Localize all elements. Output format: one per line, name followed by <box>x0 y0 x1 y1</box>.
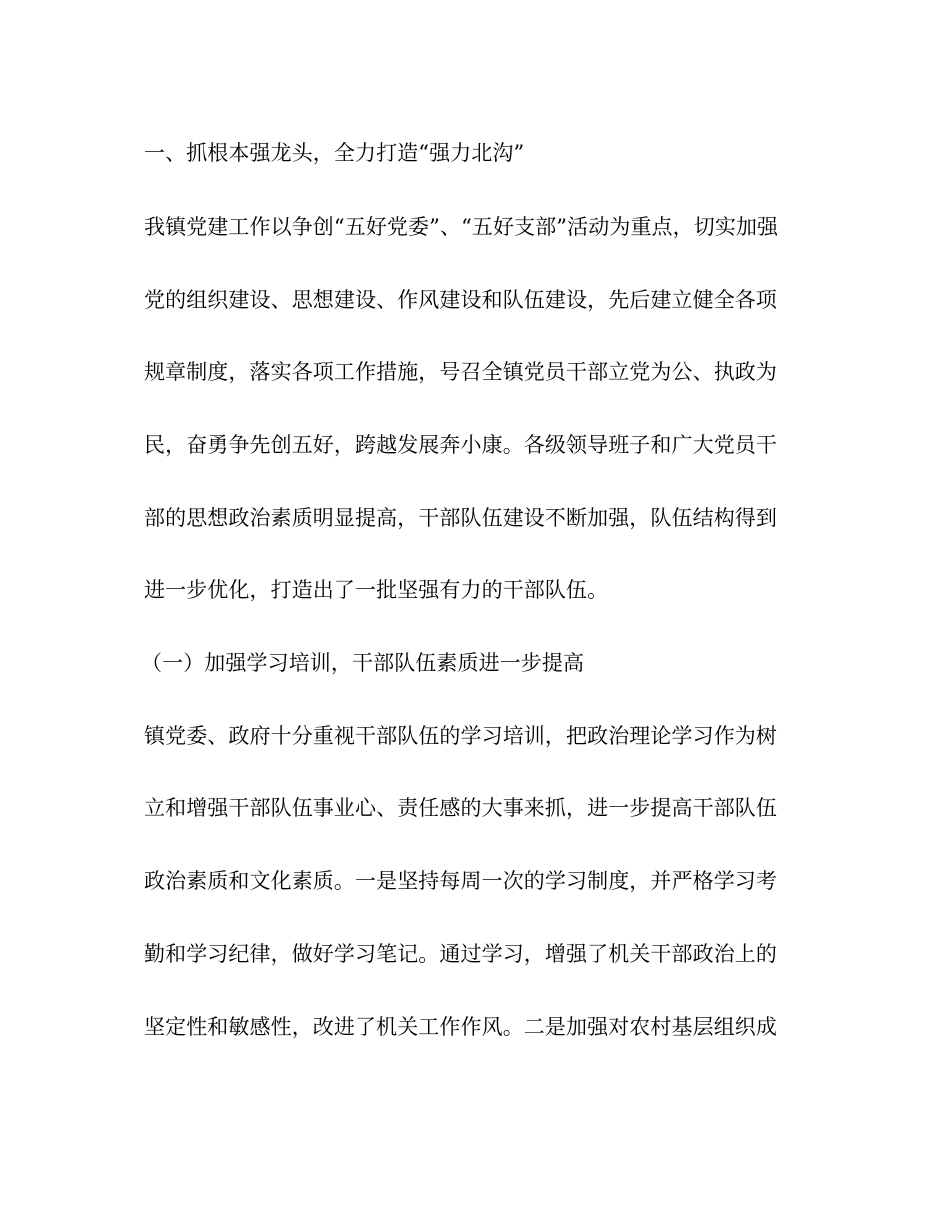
paragraph-line: 勤和学习纪律，做好学习笔记。通过学习，增强了机关干部政治上的 <box>144 942 777 966</box>
section-heading: 一、抓根本强龙头，全力打造“强力北沟” <box>144 141 525 165</box>
paragraph-line: 部的思想政治素质明显提高，干部队伍建设不断加强，队伍结构得到 <box>144 506 777 530</box>
paragraph-line: 规章制度，落实各项工作措施，号召全镇党员干部立党为公、执政为 <box>144 360 777 384</box>
paragraph-line: 立和增强干部队伍事业心、责任感的大事来抓，进一步提高干部队伍 <box>144 796 777 820</box>
paragraph-line: 镇党委、政府十分重视干部队伍的学习培训，把政治理论学习作为树 <box>144 724 777 748</box>
paragraph-line: 进一步优化，打造出了一批坚强有力的干部队伍。 <box>144 578 609 602</box>
paragraph-line: 坚定性和敏感性，改进了机关工作作风。二是加强对农村基层组织成 <box>144 1015 777 1039</box>
paragraph-line: 民，奋勇争先创五好，跨越发展奔小康。各级领导班子和广大党员干 <box>144 433 777 457</box>
subsection-heading: （一）加强学习培训，干部队伍素质进一步提高 <box>141 651 585 675</box>
paragraph-line: 我镇党建工作以争创“五好党委”、“五好支部”活动为重点，切实加强 <box>144 215 779 239</box>
paragraph-line: 政治素质和文化素质。一是坚持每周一次的学习制度，并严格学习考 <box>144 869 777 893</box>
paragraph-line: 党的组织建设、思想建设、作风建设和队伍建设，先后建立健全各项 <box>144 288 777 312</box>
